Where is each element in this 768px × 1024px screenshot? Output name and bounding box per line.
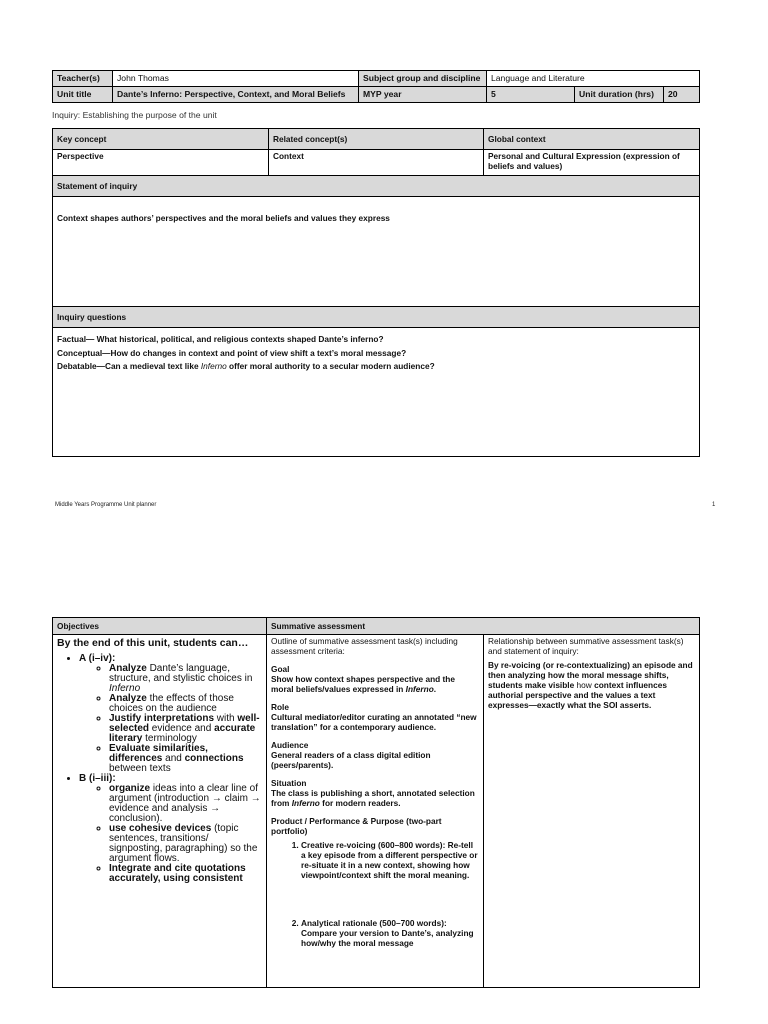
debatable-question: Debatable—Can a medieval text like Inferno offer moral authority to a secular modern audience? — [57, 361, 435, 371]
key-concept-label: Key concept — [53, 129, 269, 150]
objective-a: • A (i–iv): ◦ Analyze Dante’s language, structure, and stylistic choices in Inferno ◦ Analyze the effects of those choices on the audience ◦ Justify interpretations with well-selected evidence and accurate literary terminology ◦ Evaluate similarities, differences and connections between texts — [79, 654, 262, 774]
summative-assessment-label: Summative assessment — [267, 618, 700, 635]
related-concept-label: Related concept(s) — [269, 129, 484, 150]
product-label: Product / Performance & Purpose (two-part portfolio) — [271, 816, 442, 836]
footer-title: Middle Years Programme Unit planner — [55, 502, 157, 508]
objectives-list — [57, 654, 262, 884]
audience-block: Audience General readers of a class digital edition (peers/parents). — [271, 740, 431, 770]
summative-cell — [267, 635, 484, 988]
key-concept-value: Perspective — [53, 150, 269, 176]
objectives-cell — [53, 635, 267, 988]
portfolio-list — [271, 840, 479, 948]
goal-block: Goal Show how context shapes perspective and the moral beliefs/values expressed in Inferno. — [271, 664, 455, 694]
situation-block: Situation The class is publishing a short, annotated selection from Inferno for modern readers. — [271, 778, 475, 808]
portfolio-item-2: 2. Analytical rationale (500–700 words): Compare your version to Dante’s, analyzing how/why the moral message — [301, 918, 479, 948]
conceptual-question: Conceptual—How do changes in context and point of view shift a text’s moral message? — [57, 347, 407, 358]
role-block: Role Cultural mediator/editor curating an annotated “new translation” for a contemporary audience. — [271, 702, 477, 732]
teacher-value: John Thomas — [113, 71, 359, 87]
unit-title-label: Unit title — [53, 87, 113, 103]
objective-b3: ◦ Integrate and cite quotations accurately, using consistent — [109, 864, 262, 884]
subject-label: Subject group and discipline — [359, 71, 487, 87]
objectives-table — [52, 617, 700, 988]
myp-year-label: MYP year — [359, 87, 487, 103]
objective-a1: ◦ Analyze Dante’s language, structure, and stylistic choices in Inferno — [109, 664, 262, 694]
inquiry-table — [52, 128, 700, 457]
summative-outline: Outline of summative assessment task(s) including assessment criteria: — [271, 636, 458, 656]
myp-year-value: 5 — [487, 87, 575, 103]
factual-question: Factual— What historical, political, and religious contexts shaped Dante’s inferno? — [57, 334, 384, 344]
objective-b2: ◦ use cohesive devices (topic sentences, transitions/ signposting, paragraphing) so the argument flows. — [109, 824, 262, 864]
objectives-label: Objectives — [53, 618, 267, 635]
portfolio-item-1: 1. Creative re-voicing (600–800 words): Re-tell a key episode from a different perspective or re-situate it in a new context, showing how viewpoint/context shift the moral meaning. — [301, 840, 479, 880]
relationship-text: By re-voicing (or re-contextualizing) an episode and then analyzing how the moral message shifts, students make visible how context influences authorial perspective and the values a text expresses—exactly what the SOI asserts. — [488, 660, 693, 710]
unit-duration-label: Unit duration (hrs) — [575, 87, 664, 103]
inquiry-heading: Inquiry: Establishing the purpose of the unit — [52, 110, 217, 120]
objective-b1: ◦ organize ideas into a clear line of argument (introduction → claim → evidence and analysis → conclusion). — [109, 784, 262, 824]
unit-info-table — [52, 70, 700, 103]
relationship-cell — [484, 635, 700, 988]
statement-of-inquiry-label: Statement of inquiry — [53, 176, 700, 197]
related-concept-value: Context — [269, 150, 484, 176]
inquiry-questions-cell — [53, 328, 700, 457]
objective-a2: ◦ Analyze the effects of those choices on the audience — [109, 694, 262, 714]
objective-a4: ◦ Evaluate similarities, differences and connections between texts — [109, 744, 262, 774]
relationship-label: Relationship between summative assessment task(s) and statement of inquiry: — [488, 636, 684, 656]
statement-of-inquiry-text: Context shapes authors’ perspectives and the moral beliefs and values they express — [53, 197, 700, 307]
inquiry-questions-label: Inquiry questions — [53, 307, 700, 328]
objective-b: • B (i–iii): ◦ organize ideas into a clear line of argument (introduction → claim → evidence and analysis → conclusion). ◦ use cohesive devices (topic sentences, transitions/ signposting, paragraphing) so the argument flows. ◦ Integrate and cite quotations accurately, using consistent — [79, 774, 262, 884]
global-context-value: Personal and Cultural Expression (expression of beliefs and values) — [484, 150, 700, 176]
page-2-region — [52, 617, 702, 1017]
global-context-label: Global context — [484, 129, 700, 150]
teacher-label: Teacher(s) — [53, 71, 113, 87]
page-number: 1 — [712, 502, 716, 508]
unit-duration-value: 20 — [664, 87, 700, 103]
objectives-intro: By the end of this unit, students can… — [57, 637, 249, 649]
objective-a3: ◦ Justify interpretations with well-selected evidence and accurate literary terminology — [109, 714, 262, 744]
subject-value: Language and Literature — [487, 71, 700, 87]
unit-title-value: Dante’s Inferno: Perspective, Context, and Moral Beliefs — [113, 87, 359, 103]
